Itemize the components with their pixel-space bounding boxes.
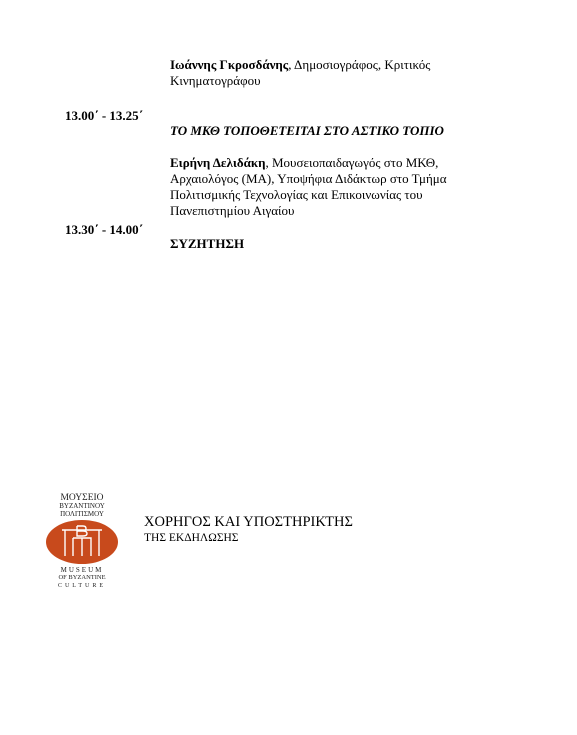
speaker-1-role: , Δημοσιογράφος, Κριτικός — [288, 57, 431, 72]
speaker-2-role: , Μουσειοπαιδαγωγός στο ΜΚΘ, — [265, 155, 439, 170]
speaker-2-role-line4: Πανεπιστημίου Αιγαίου — [170, 203, 295, 218]
sponsor-label: ΧΟΡΗΓΟΣ ΚΑΙ ΥΠΟΣΤΗΡΙΚΤΗΣ — [144, 514, 353, 530]
speaker-1-name: Ιωάννης Γκροσδάνης — [170, 57, 289, 72]
sponsor-sublabel: ΤΗΣ ΕΚΔΗΛΩΣΗΣ — [144, 532, 239, 544]
speaker-2-role-line3: Πολιτισμικής Τεχνολογίας και Επικοινωνίας του — [170, 187, 423, 202]
logo-text-4: MUSEUM — [60, 566, 104, 574]
logo-text-5: OF BYZANTINE — [58, 574, 106, 581]
logo-text-1: ΜΟΥΣΕΙΟ — [60, 493, 104, 503]
speaker-2-role-line2: Αρχαιολόγος (ΜΑ), Υποψήφια Διδάκτωρ στο Τμήμα — [170, 171, 447, 186]
session-2-title: ΣΥΖΗΤΗΣΗ — [170, 236, 245, 251]
logo-text-3: ΠΟΛΙΤΙΣΜΟΥ — [60, 510, 104, 518]
speaker-2-name: Ειρήνη Δελιδάκη — [170, 155, 266, 170]
session-2-time: 13.30΄ - 14.00΄ — [65, 222, 143, 237]
speaker-1-role-cont: Κινηματογράφου — [170, 73, 261, 88]
logo-text-6: CULTURE — [57, 583, 107, 589]
museum-logo — [43, 490, 121, 592]
session-1-time: 13.00΄ - 13.25΄ — [65, 108, 143, 123]
speaker-2 — [170, 155, 470, 219]
speaker-1 — [170, 57, 470, 89]
logo-text-2: ΒΥΖΑΝΤΙΝΟΥ — [59, 502, 105, 510]
session-1-title: ΤΟ ΜΚΘ ΤΟΠΟΘΕΤΕΙΤΑΙ ΣΤΟ ΑΣΤΙΚΟ ΤΟΠΙΟ — [170, 123, 444, 138]
